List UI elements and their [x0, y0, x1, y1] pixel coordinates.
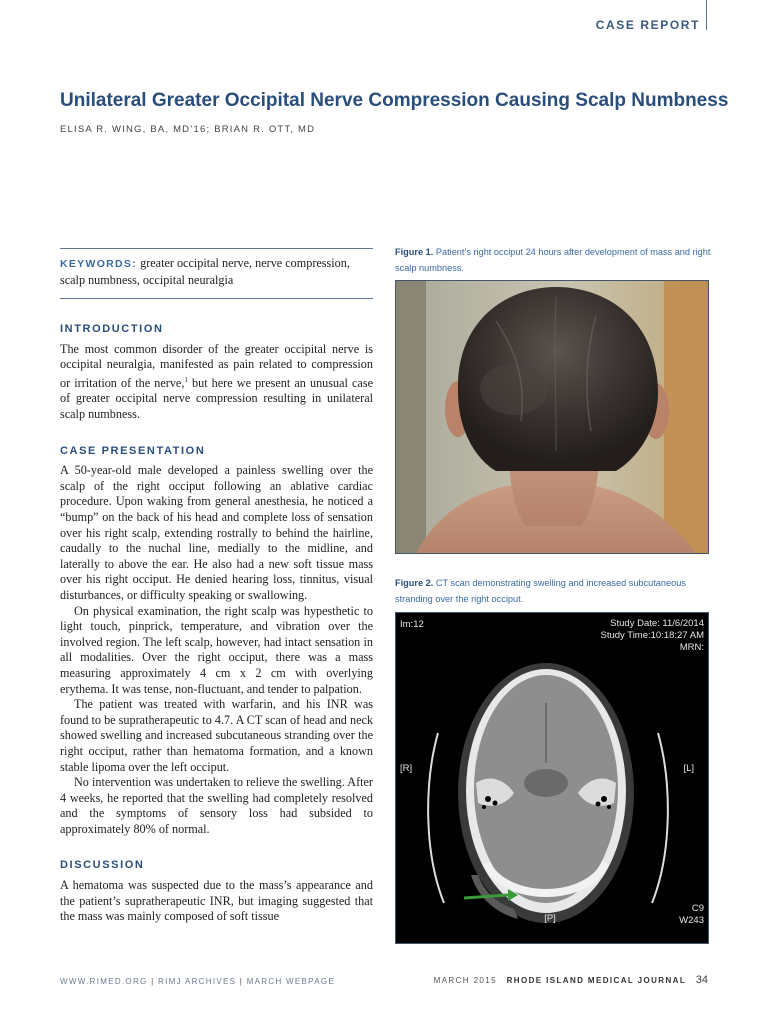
figure-1-caption-text: Patient’s right occiput 24 hours after development of mass and right scalp numbness. [395, 247, 711, 273]
figure-2-caption [395, 575, 713, 607]
ct-scan-image [396, 613, 708, 943]
footer-webpage-link[interactable]: MARCH WEBPAGE [246, 977, 336, 986]
ct-width-value: W243 [679, 915, 704, 926]
introduction-heading: INTRODUCTION [60, 323, 164, 335]
ct-study-date: Study Date: 11/6/2014 [610, 618, 704, 629]
discussion-heading: DISCUSSION [60, 859, 145, 872]
footer-journal-name: RHODE ISLAND MEDICAL JOURNAL [506, 976, 687, 985]
ct-right-marker: [R] [400, 763, 413, 774]
figure-2-label: Figure 2. [395, 578, 434, 588]
footer-journal-info [434, 974, 708, 986]
footer-archives-link[interactable]: RIMJ ARCHIVES [158, 977, 237, 986]
occiput-photo-illustration [396, 281, 708, 553]
body-column [60, 322, 373, 925]
case-presentation-heading: CASE PRESENTATION [60, 444, 206, 457]
keywords-top-rule [60, 248, 373, 249]
case-paragraph-2: On physical examination, the right scalp was hypesthetic to light touch, pinprick, temperature, and vibration over the involved region. The left scalp, however, had intact sensation in all modalities. Over the right occiput, there was a mass measuring approximately 4 cm x 2 cm with overlying erythema. It was tense, non-fluctuant, and tender to palpation. [60, 603, 373, 696]
footer-site-link[interactable]: WWW.RIMED.ORG [60, 977, 148, 986]
case-paragraph-3: The patient was treated with warfarin, and his INR was found to be supratherapeutic to 4.7. A CT scan of head and neck showed swelling and increased subcutaneous stranding over the right occiput, rather than hematoma formation, and a known stable lipoma over the left occiput. [60, 697, 373, 774]
figure-1-caption [395, 244, 713, 276]
section-label: CASE REPORT [595, 18, 700, 32]
figure-1-photo [395, 280, 709, 554]
header-divider [706, 0, 707, 30]
footer-issue-date: MARCH 2015 [433, 976, 497, 985]
discussion-paragraph: A hematoma was suspected due to the mass’s appearance and the patient’s supratherapeutic INR, but imaging suggested that the mass was mainly composed of soft tissue [60, 878, 373, 924]
author-line: ELISA R. WING, BA, MD’16; BRIAN R. OTT, MD [60, 124, 316, 135]
figure-2-ct-scan [395, 612, 709, 944]
footer-links: WWW.RIMED.ORG | RIMJ ARCHIVES | MARCH WEBPAGE [60, 977, 336, 986]
page-number: 34 [695, 974, 708, 986]
ct-posterior-marker: [P] [544, 913, 556, 924]
keywords-block [60, 255, 373, 288]
ct-study-time: Study Time:10:18:27 AM [600, 630, 704, 641]
figure-1-label: Figure 1. [395, 247, 434, 257]
ct-center-value: C9 [691, 903, 704, 914]
ct-mrn: MRN: [679, 642, 704, 653]
citation-ref: 1 [184, 375, 188, 384]
ct-left-marker: [L] [683, 763, 694, 774]
keywords-text: greater occipital nerve, nerve compression, scalp numbness, occipital neuralgia [60, 256, 350, 287]
case-paragraph-4: No intervention was undertaken to relieve the swelling. After 4 weeks, he reported that the swelling had completely resolved and the symptoms of sensory loss had subsided to approximately 80% of normal. [60, 775, 373, 836]
introduction-paragraph: The most common disorder of the greater occipital nerve is occipital neuralgia, manifested as pain related to compression or irritation of the nerve,$^1$ but here we present an unusual case of greater occipital nerve compression resulting in unilateral scalp numbness. [60, 341, 373, 422]
keywords-bottom-rule [60, 298, 373, 299]
keywords-label: KEYWORDS: [60, 258, 138, 270]
case-paragraph-1: A 50-year-old male developed a painless swelling over the scalp of the right occiput following an ablative cardiac procedure. Upon waking from general anesthesia, he noticed a “bump” on the back of his head and complete loss of sensation over his right scalp, extending rostrally to behind the hairline, caudally to the nuchal line, medially to the midline, and laterally to above the ear. He also had a new soft tissue mass over his right occiput. He denied hearing loss, tinnitus, visual disturbances, or difficulty speaking or swallowing. [60, 463, 373, 602]
figure-2-caption-text: CT scan demonstrating swelling and increased subcutaneous stranding over the right occiput. [395, 578, 686, 604]
ct-image-number: Im:12 [400, 619, 424, 630]
article-title: Unilateral Greater Occipital Nerve Compression Causing Scalp Numbness [60, 90, 729, 111]
